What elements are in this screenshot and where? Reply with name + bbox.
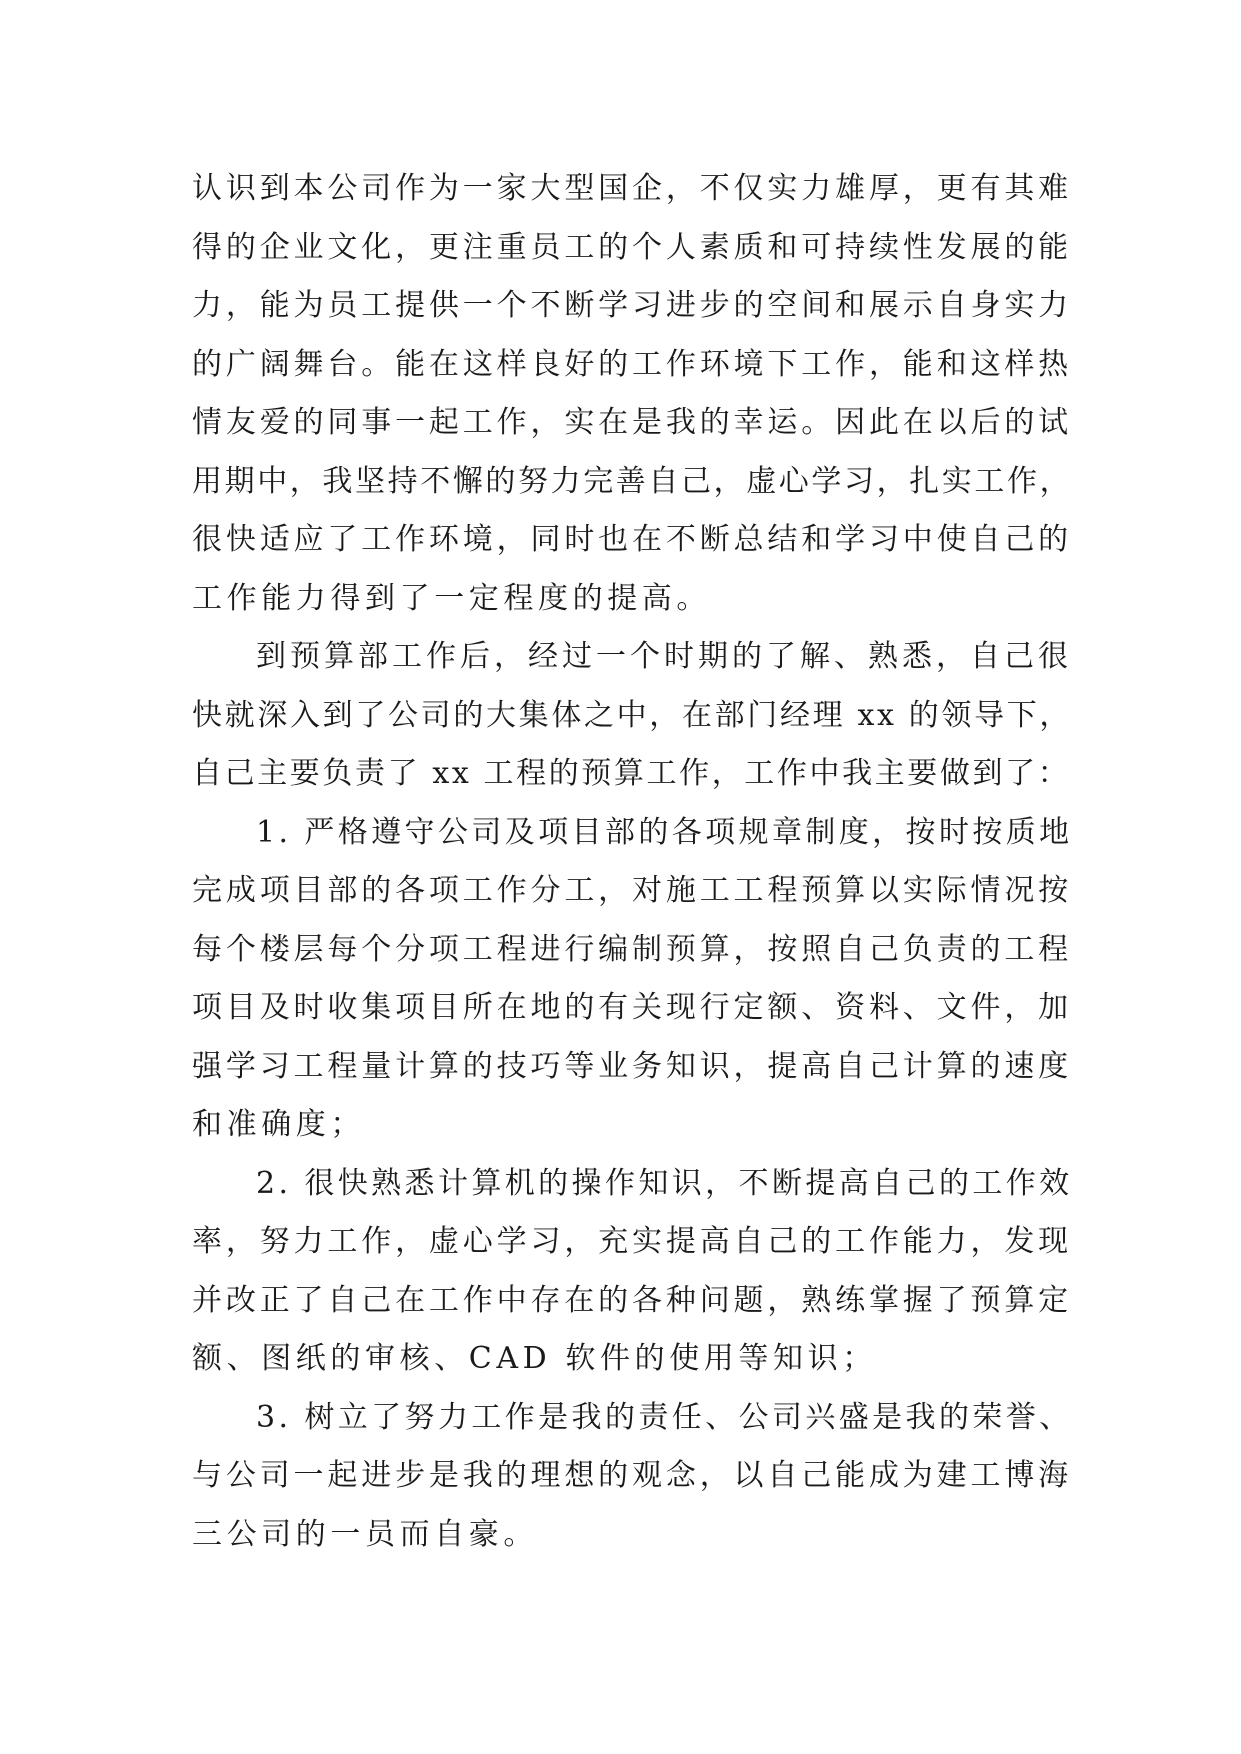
list-item-1-first-line: 1. 严格遵守公司及项目部的各项规章制度，按时按质地 [256, 814, 1073, 850]
document-body [192, 160, 1072, 1564]
text-line: 完成项目部的各项工作分工，对施工工程预算以实际情况按 [192, 873, 1072, 908]
text-line: 情友爱的同事一起工作，实在是我的幸运。因此在以后的试 [192, 405, 1072, 440]
text-line: 快就深入到了公司的大集体之中，在部门经理 xx 的领导下， [192, 697, 1072, 733]
text-line: 很快适应了工作环境，同时也在不断总结和学习中使自己的 [192, 522, 1072, 557]
text-line: 三公司的一员而自豪。 [192, 1516, 538, 1552]
text-line: 每个楼层每个分项工程进行编制预算，按照自己负责的工程 [192, 931, 1072, 967]
text-line: 的广阔舞台。能在这样良好的工作环境下工作，能和这样热 [192, 346, 1072, 382]
text-line: 认识到本公司作为一家大型国企，不仅实力雄厚，更有其难 [192, 171, 1072, 206]
text-line: 用期中，我坚持不懈的努力完善自己，虚心学习，扎实工作， [192, 463, 1073, 499]
paragraph-first-line: 到预算部工作后，经过一个时期的了解、熟悉，自己很 [256, 639, 1072, 674]
text-line: 率，努力工作，虚心学习，充实提高自己的工作能力，发现 [192, 1224, 1072, 1259]
list-item-2-first-line: 2. 很快熟悉计算机的操作知识，不断提高自己的工作效 [256, 1165, 1073, 1201]
text-line: 力，能为员工提供一个不断学习进步的空间和展示自身实力 [192, 288, 1072, 323]
text-line: 并改正了自己在工作中存在的各种问题，熟练掌握了预算定 [192, 1282, 1072, 1318]
text-line: 工作能力得到了一定程度的提高。 [192, 580, 711, 616]
text-line: 额、图纸的审核、CAD 软件的使用等知识； [192, 1341, 877, 1376]
text-line: 与公司一起进步是我的理想的观念，以自己能成为建工博海 [192, 1458, 1072, 1493]
text-line: 项目及时收集项目所在地的有关现行定额、资料、文件，加 [192, 990, 1072, 1025]
text-line: 和准确度； [192, 1107, 365, 1142]
text-line: 得的企业文化，更注重员工的个人素质和可持续性发展的能 [192, 229, 1072, 265]
list-item-3-first-line: 3. 树立了努力工作是我的责任、公司兴盛是我的荣誉、 [256, 1399, 1073, 1435]
text-line: 自己主要负责了 xx 工程的预算工作，工作中我主要做到了： [192, 756, 1071, 791]
text-line: 强学习工程量计算的技巧等业务知识，提高自己计算的速度 [192, 1048, 1072, 1084]
